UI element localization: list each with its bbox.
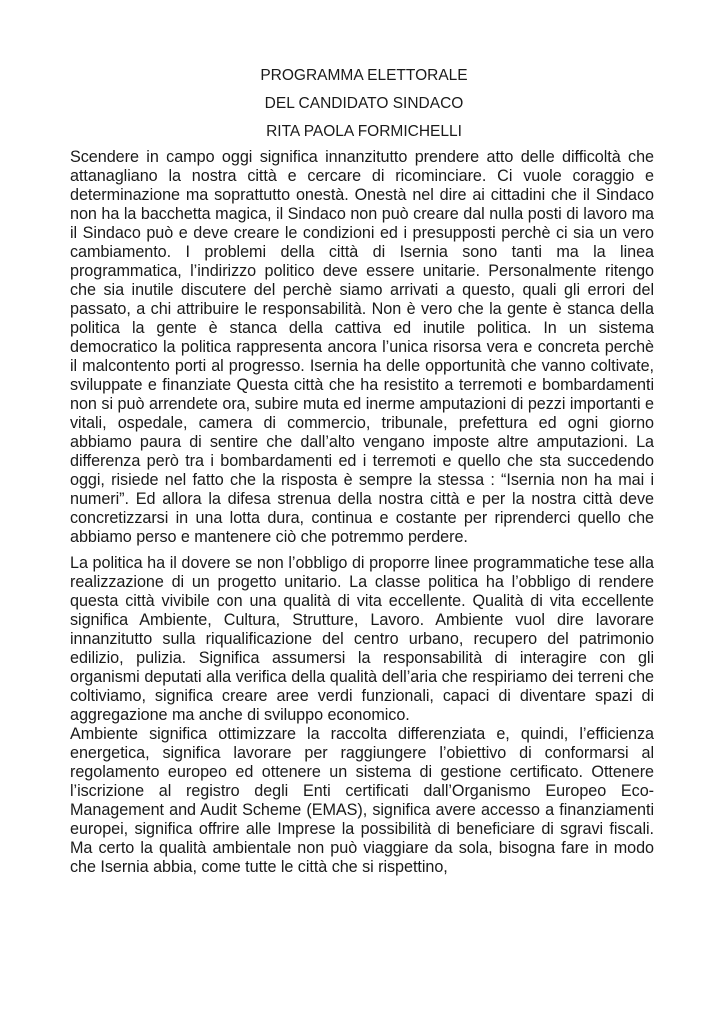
document-page [70, 62, 654, 877]
document-title [74, 62, 654, 146]
paragraph-ambiente: Ambiente significa ottimizzare la raccolta differenziata e, quindi, l’efficienza energetica, significa lavorare per raggiungere l’obiettivo di conformarsi al regolamento europeo ed ottenere un sistema di gestione certificato. Ottenere l’iscrizione al registro degli Enti certificati dall’Organismo Europeo Eco-Management and Audit Scheme (EMAS), significa avere accesso a finanziamenti europei, significa offrire alle Imprese la possibilità di beneficiare di sgravi fiscali. Ma certo la qualità ambientale non può viaggiare da sola, bisogna fare in modo che Isernia abbia, come tutte le città che si rispettino, [70, 725, 654, 876]
paragraph-politica: La politica ha il dovere se non l’obbligo di proporre linee programmatiche tese alla realizzazione di un progetto unitario. La classe politica ha l’obbligo di rendere questa città vivibile con una qualità di vita eccellente. Qualità di vita eccellente significa Ambiente, Cultura, Strutture, Lavoro. Ambiente vuol dire lavorare innanzitutto sulla riqualificazione del centro urbano, recupero del patrimonio edilizio, pulizia. Significa assumersi la responsabilità di interagire con gli organismi deputati alla verifica della qualità dell’aria che respiriamo dei terreni che coltiviamo, significa creare aree verdi funzionali, capaci di diventare spazi di aggregazione ma anche di sviluppo economico. [70, 554, 654, 724]
title-line-3: RITA PAOLA FORMICHELLI [266, 123, 462, 140]
paragraph-intro: Scendere in campo oggi significa innanzitutto prendere atto delle difficoltà che attanagliano la nostra città e cercare di ricominciare. Ci vuole coraggio e determinazione ma soprattutto onestà. Onestà nel dire ai cittadini che il Sindaco non ha la bacchetta magica, il Sindaco non può creare dal nulla posti di lavoro ma il Sindaco può e deve creare le condizioni ed i presupposti perchè ci sia un vero cambiamento. I problemi della città di Isernia sono tanti ma la linea programmatica, l’indirizzo politico deve essere unitarie. Personalmente ritengo che sia inutile discutere del perchè siamo arrivati a questo, quali gli errori del passato, a chi attribuire le responsabilità. Non è vero che la gente è stanca della politica la gente è stanca della cattiva ed inutile politica. In un sistema democratico la politica rappresenta ancora l’unica risorsa vera e concreta perchè il malcontento porti al progresso. Isernia ha delle opportunità che vanno coltivate, sviluppate e finanziate Questa città che ha resistito a terremoti e bombardamenti non si può arrendete ora, subire muta ed inerme amputazioni di pezzi importanti e vitali, ospedale, camera di commercio, tribunale, prefettura ed ogni giorno abbiamo paura di sentire che dall’alto vengano imposte altre amputazioni. La differenza però tra i bombardamenti ed i terremoti e quello che sta succedendo oggi, risiede nel fatto che la risposta è sempre la stessa : “Isernia non ha mai i numeri”. Ed allora la difesa strenua della nostra città e per la nostra città deve concretizzarsi in una lotta dura, continua e costante per riprenderci quello che abbiamo perso e mantenere ciò che potremmo perdere. [70, 148, 654, 546]
title-line-1: PROGRAMMA ELETTORALE [260, 67, 468, 84]
title-line-2: DEL CANDIDATO SINDACO [264, 95, 464, 112]
